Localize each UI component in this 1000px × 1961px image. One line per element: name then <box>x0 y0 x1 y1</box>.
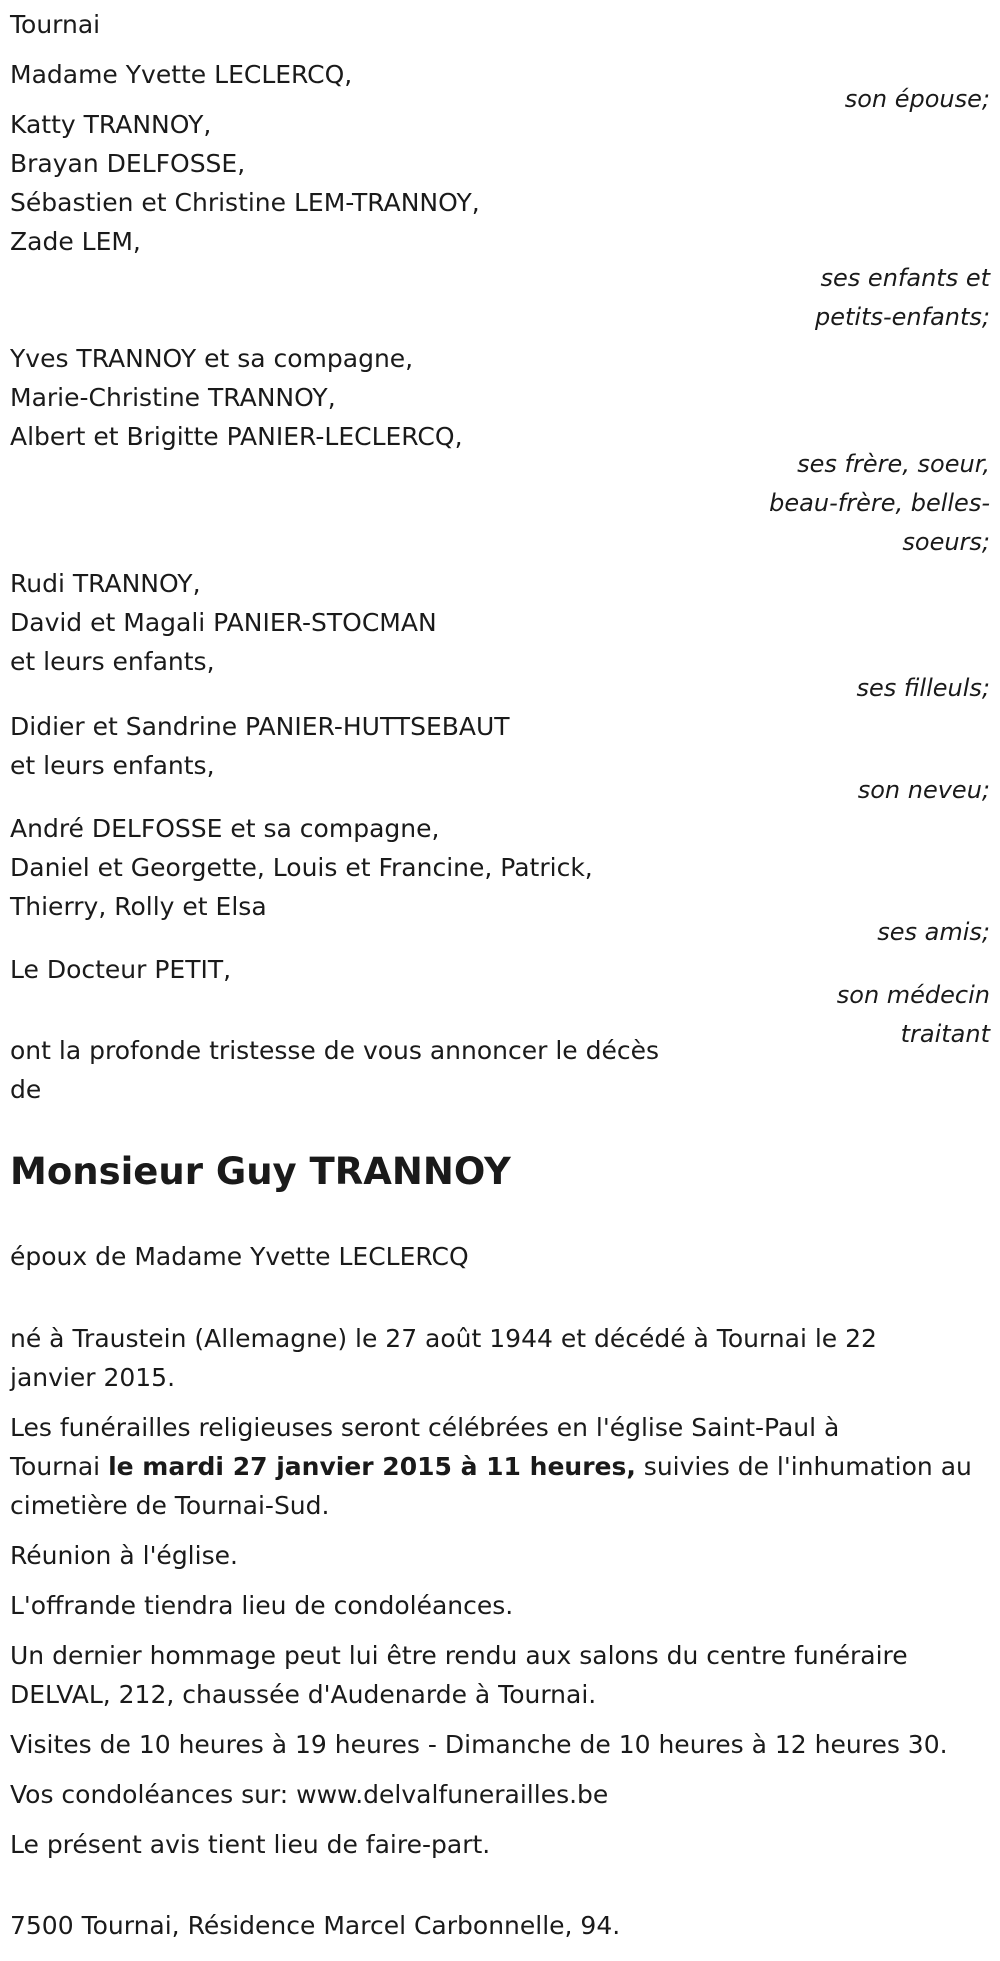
funeral-line: Les funérailles religieuses seront célébrées en l'église Saint-Paul à <box>10 1413 840 1442</box>
relation-label: traitant <box>900 1020 990 1048</box>
family-name-line: et leurs enfants, <box>10 647 215 676</box>
visits-line: Visites de 10 heures à 19 heures - Dimanche de 10 heures à 12 heures 30. <box>10 1730 948 1759</box>
family-name-line: Marie-Christine TRANNOY, <box>10 383 336 412</box>
relation-label: ses filleuls; <box>856 674 990 702</box>
birth-death-line: né à Traustein (Allemagne) le 27 août 1944 et décédé à Tournai le 22 <box>10 1324 877 1353</box>
funeral-line <box>10 1447 972 1486</box>
relation-label: son médecin <box>836 981 990 1009</box>
city-label: Tournai <box>10 10 101 39</box>
funeral-line: cimetière de Tournai-Sud. <box>10 1491 330 1520</box>
condolences-line: Vos condoléances sur: www.delvalfunerailles.be <box>10 1780 609 1809</box>
notice-line: Le présent avis tient lieu de faire-part. <box>10 1830 491 1859</box>
address-line: 7500 Tournai, Résidence Marcel Carbonnelle, 94. <box>10 1911 621 1940</box>
spouse-line: époux de Madame Yvette LECLERCQ <box>10 1242 469 1271</box>
family-name-line: André DELFOSSE et sa compagne, <box>10 814 440 843</box>
offering-line: L'offrande tiendra lieu de condoléances. <box>10 1591 514 1620</box>
family-name-line: Didier et Sandrine PANIER-HUTTSEBAUT <box>10 712 510 741</box>
family-name-line: Brayan DELFOSSE, <box>10 149 246 178</box>
tribute-line: DELVAL, 212, chaussée d'Audenarde à Tournai. <box>10 1680 597 1709</box>
relation-label: son neveu; <box>857 776 990 804</box>
family-name-line: Thierry, Rolly et Elsa <box>10 892 267 921</box>
relation-label: beau-frère, belles- <box>769 489 990 517</box>
funeral-date: le mardi 27 janvier 2015 à 11 heures, <box>108 1452 636 1481</box>
family-name-line: Sébastien et Christine LEM-TRANNOY, <box>10 188 480 217</box>
family-name-line: Madame Yvette LECLERCQ, <box>10 60 353 89</box>
family-name-line: Yves TRANNOY et sa compagne, <box>10 344 414 373</box>
relation-label: soeurs; <box>902 528 990 556</box>
family-name-line: et leurs enfants, <box>10 751 215 780</box>
relation-label: petits-enfants; <box>815 303 990 331</box>
family-name-line: Rudi TRANNOY, <box>10 569 201 598</box>
announcement-line: ont la profonde tristesse de vous annoncer le décès <box>10 1036 660 1065</box>
family-name-line: Daniel et Georgette, Louis et Francine, Patrick, <box>10 853 593 882</box>
announcement-line: de <box>10 1075 42 1104</box>
relation-label: son épouse; <box>844 85 990 113</box>
family-name-line: Albert et Brigitte PANIER-LECLERCQ, <box>10 422 463 451</box>
funeral-suffix: suivies de l'inhumation au <box>635 1452 972 1481</box>
family-name-line: Katty TRANNOY, <box>10 110 212 139</box>
birth-death-line: janvier 2015. <box>10 1363 176 1392</box>
family-name-line: Zade LEM, <box>10 227 141 256</box>
meeting-line: Réunion à l'église. <box>10 1541 238 1570</box>
deceased-name: Monsieur Guy TRANNOY <box>10 1150 511 1193</box>
tribute-line: Un dernier hommage peut lui être rendu aux salons du centre funéraire <box>10 1641 908 1670</box>
relation-label: ses amis; <box>877 918 990 946</box>
relation-label: ses enfants et <box>820 264 990 292</box>
family-name-line: David et Magali PANIER-STOCMAN <box>10 608 437 637</box>
family-name-line: Le Docteur PETIT, <box>10 955 232 984</box>
funeral-prefix: Tournai <box>10 1452 109 1481</box>
relation-label: ses frère, soeur, <box>797 450 990 478</box>
